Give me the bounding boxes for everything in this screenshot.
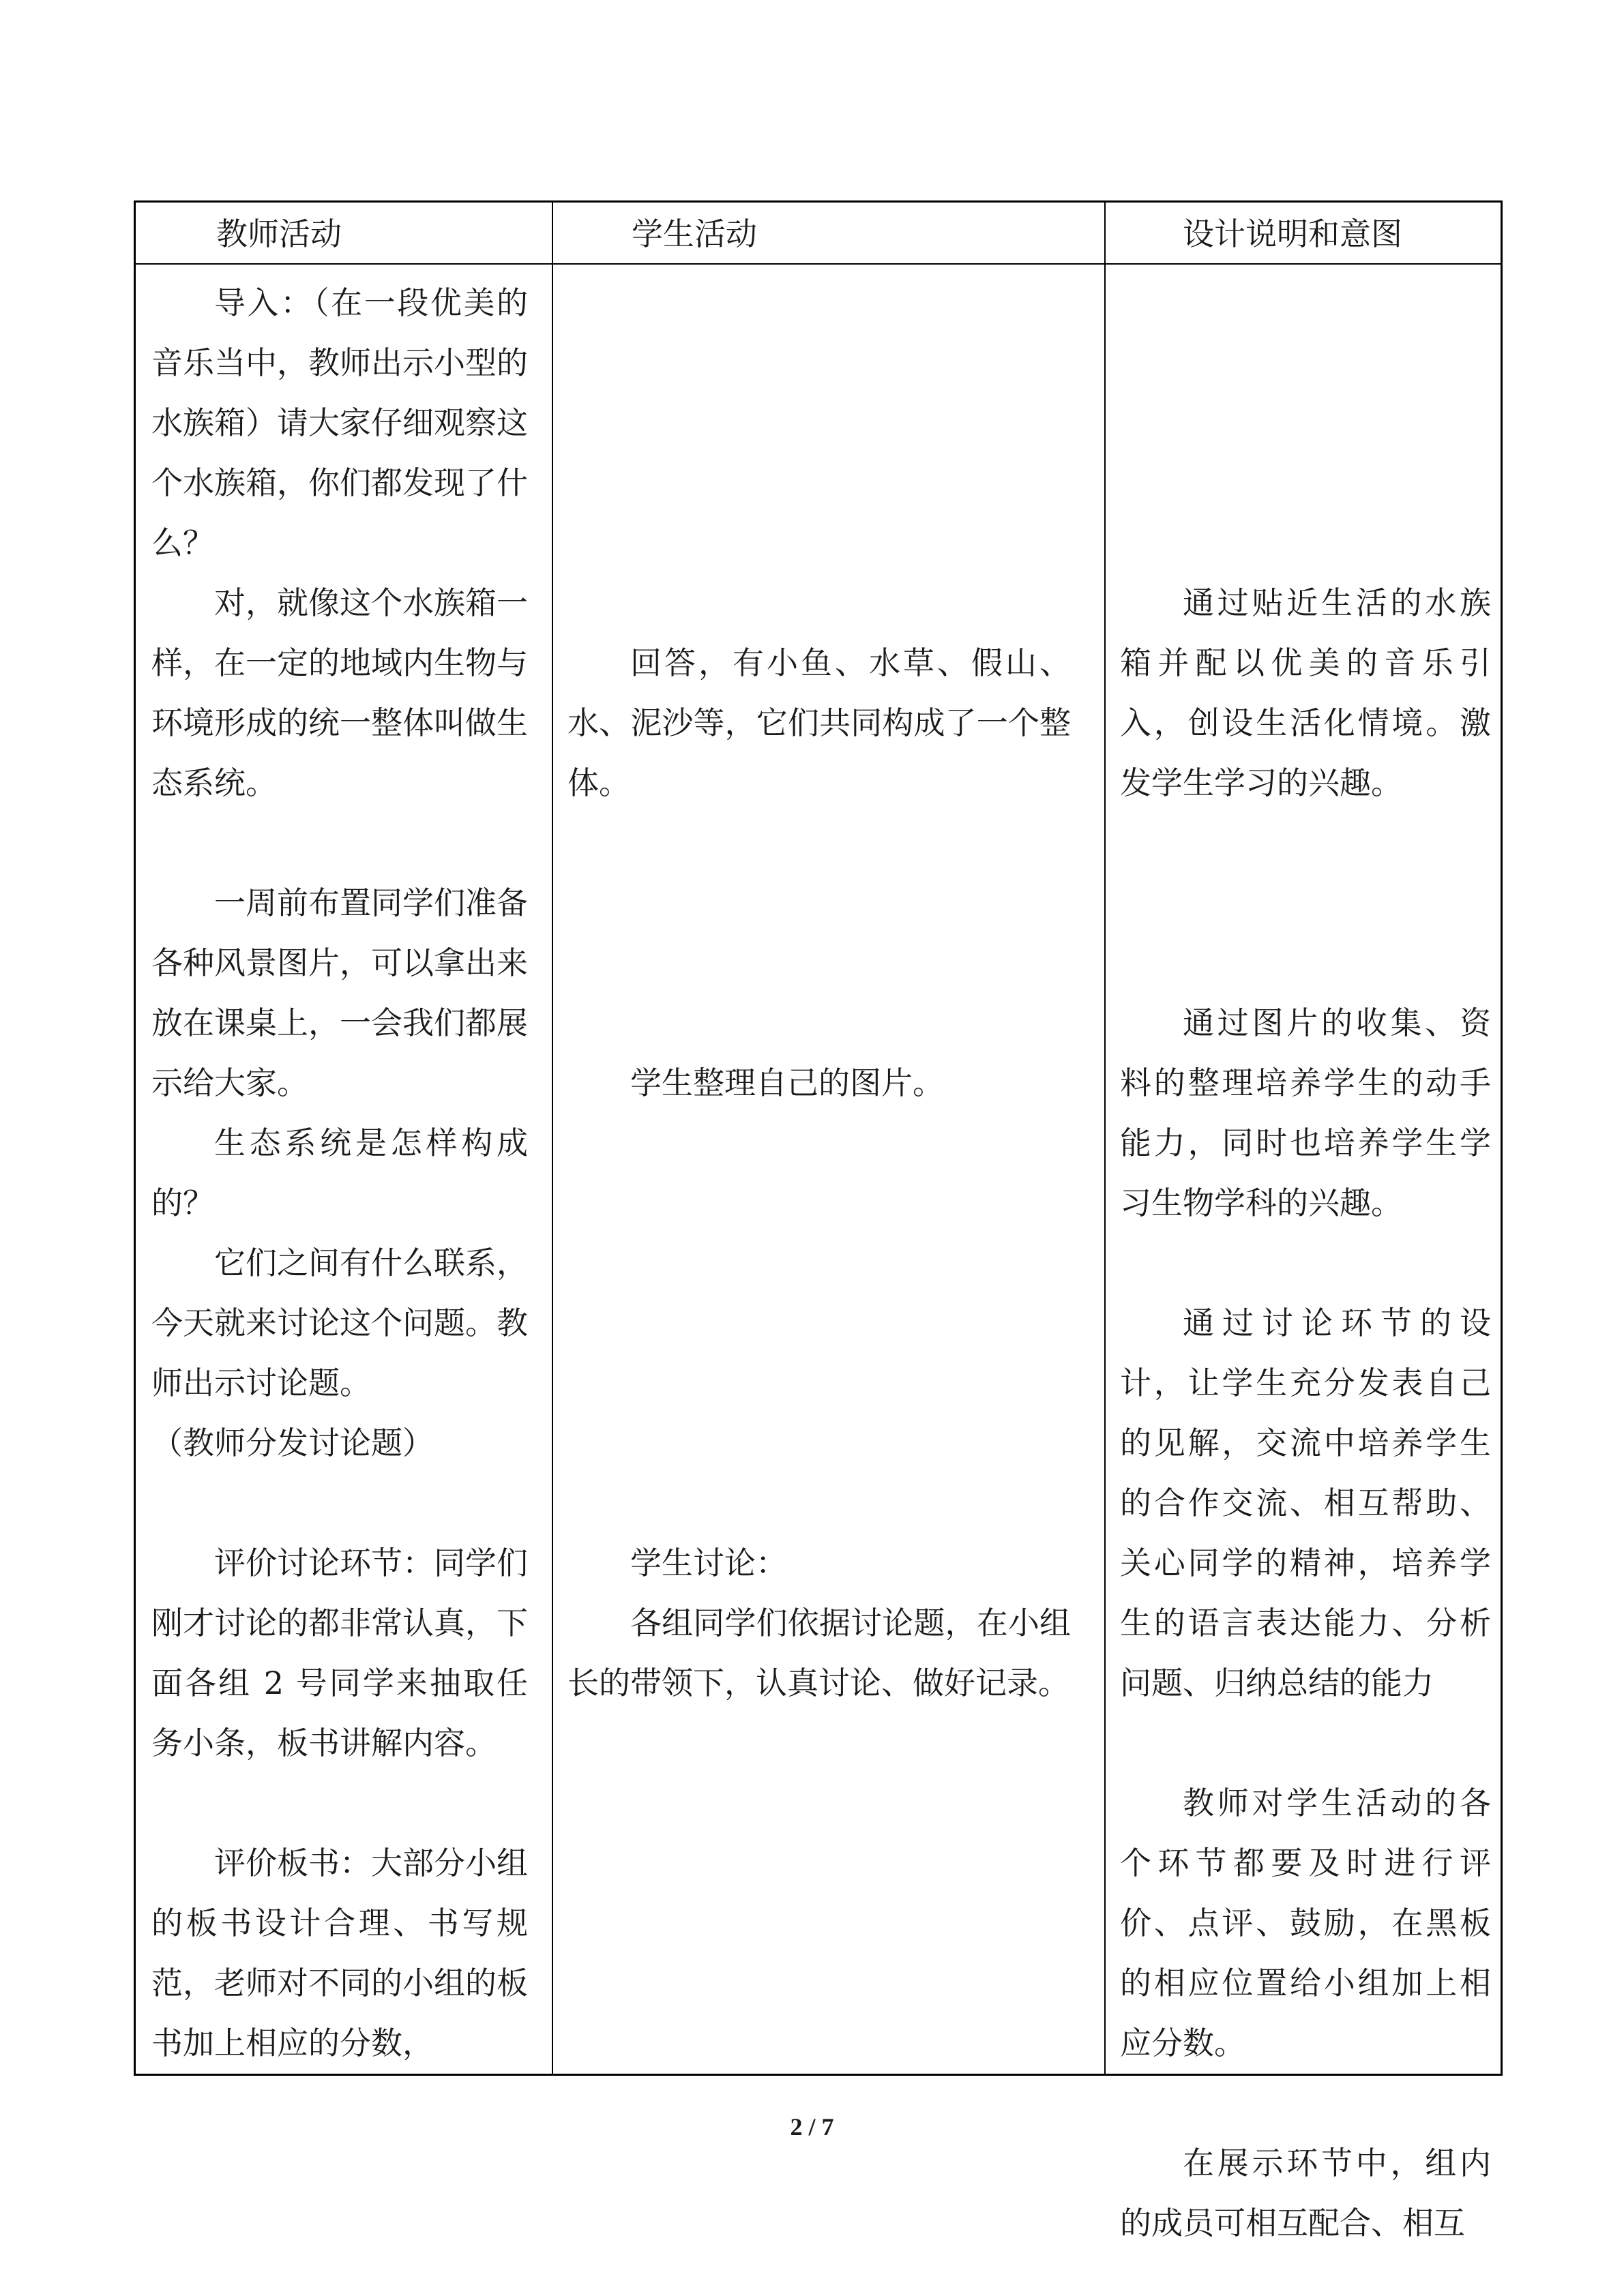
design-paragraph: 通过讨论环节的设计，让学生充分发表自己的见解，交流中培养学生的合作交流、相互帮助、关心同学的精神，培养学生的语言表达能力、分析问题、归纳总结的能力 — [1120, 1304, 1491, 1701]
student-paragraph: 各组同学们依据讨论题，在小组长的带领下，认真讨论、做好记录。 — [567, 1605, 1071, 1701]
student-paragraph: 学生讨论： — [630, 1545, 787, 1581]
teacher-paragraph: 评价板书：大部分小组的板书设计合理、书写规范，老师对不同的小组的板书加上相应的分数， — [151, 1845, 528, 2061]
header-design-intent: 设计说明和意图 — [1183, 215, 1402, 252]
teacher-paragraph: （教师分发讨论题） — [151, 1425, 434, 1461]
teacher-paragraph: 对，就像这个水族箱一样，在一定的地域内生物与环境形成的统一整体叫做生态系统。 — [151, 584, 528, 801]
design-paragraph: 通过图片的收集、资料的整理培养学生的动手能力，同时也培养学生学习生物学科的兴趣。 — [1120, 1004, 1491, 1221]
student-paragraph: 学生整理自己的图片。 — [630, 1064, 944, 1101]
column-divider — [1104, 203, 1106, 2074]
design-paragraph: 教师对学生活动的各个环节都要及时进行评价、点评、鼓励，在黑板的相应位置给小组加上相应分数。 — [1120, 1785, 1491, 2061]
teacher-paragraph: 导入：（在一段优美的音乐当中，教师出示小型的水族箱）请大家仔细观察这个水族箱，你们都发现了什么？ — [151, 284, 528, 561]
teacher-paragraph: 生态系统是怎样构成的？ — [151, 1124, 528, 1221]
design-paragraph: 在展示环节中，组内的成员可相互配合、相互 — [1120, 2145, 1491, 2241]
student-paragraph: 回答，有小鱼、水草、假山、水、泥沙等，它们共同构成了一个整体。 — [567, 644, 1071, 801]
teacher-paragraph: 评价讨论环节：同学们刚才讨论的都非常认真，下面各组 2 号同学来抽取任务小条，板书讲解内容。 — [151, 1545, 528, 1761]
teacher-paragraph: 一周前布置同学们准备各种风景图片，可以拿出来放在课桌上，一会我们都展示给大家。 — [151, 884, 528, 1101]
column-divider — [552, 203, 553, 2074]
header-divider — [136, 263, 1501, 265]
header-teacher-activity: 教师活动 — [216, 215, 342, 252]
page-number: 2 / 7 — [790, 2113, 834, 2141]
header-student-activity: 学生活动 — [632, 215, 757, 252]
teacher-paragraph: 它们之间有什么联系，今天就来讨论这个问题。教师出示讨论题。 — [151, 1244, 528, 1401]
design-paragraph: 通过贴近生活的水族箱并配以优美的音乐引入，创设生活化情境。激发学生学习的兴趣。 — [1120, 584, 1491, 801]
